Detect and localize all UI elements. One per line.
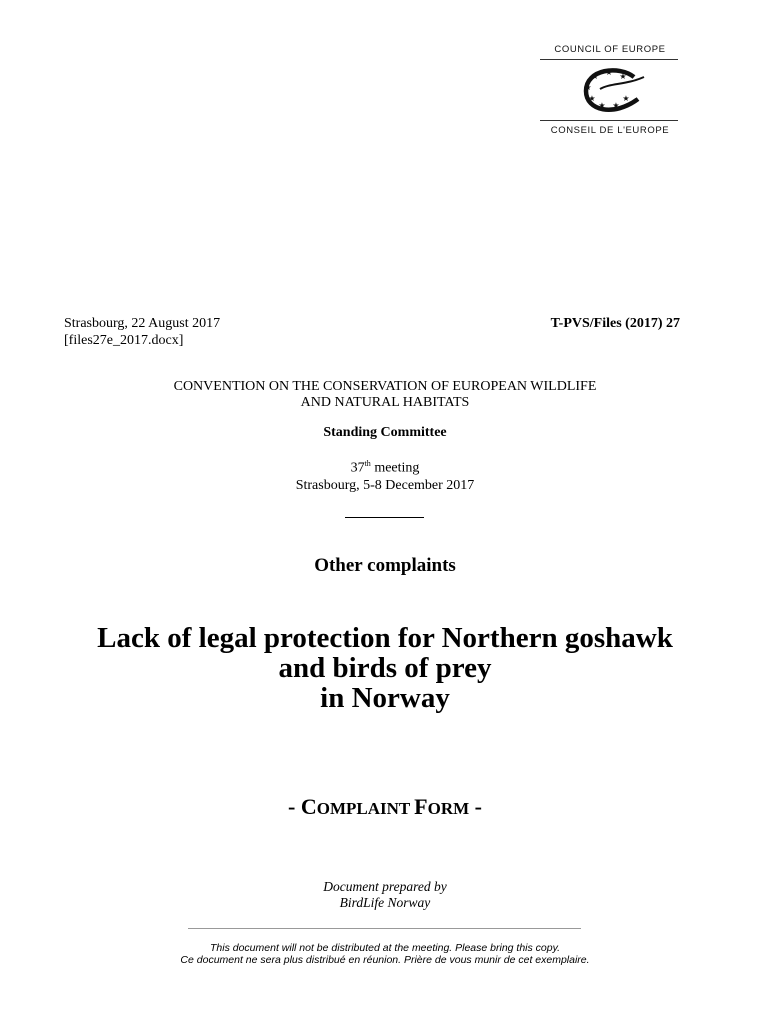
distribution-note-english: This document will not be distributed at the meeting. Please bring this copy. — [210, 942, 560, 954]
svg-text:★: ★ — [622, 94, 630, 103]
complaint-rest-2: ORM — [427, 799, 470, 818]
logo-emblem — [540, 59, 678, 121]
complaint-cap-f: F — [414, 794, 428, 819]
svg-text:★: ★ — [591, 72, 599, 81]
svg-text:★: ★ — [605, 68, 613, 77]
section-heading: Other complaints — [314, 555, 456, 576]
convention-line-2: AND NATURAL HABITATS — [300, 395, 470, 410]
short-divider — [345, 517, 424, 518]
meeting-place-dates: Strasbourg, 5-8 December 2017 — [295, 477, 475, 493]
svg-text:★: ★ — [619, 72, 627, 81]
prepared-line-1: Document prepared by — [323, 879, 447, 894]
document-reference: T-PVS/Files (2017) 27 — [550, 316, 680, 331]
title-line-2: and birds of prey — [278, 652, 492, 684]
meeting-info — [0, 455, 770, 494]
meeting-number-suffix: th — [364, 459, 371, 468]
complaint-dash-left: - — [288, 794, 301, 819]
prepared-line-2: BirdLife Norway — [339, 895, 431, 910]
convention-line-1: CONVENTION ON THE CONSERVATION OF EUROPEAN WILDLIFE — [173, 379, 597, 394]
stars-emblem-icon — [564, 63, 654, 117]
logo-bottom-text: CONSEIL DE L'EUROPE — [550, 125, 670, 136]
complaint-cap-c: C — [300, 794, 317, 819]
meeting-number-line — [0, 455, 770, 477]
filename: [files27e_2017.docx] — [64, 333, 184, 348]
svg-text:★: ★ — [598, 101, 606, 110]
distribution-note-french: Ce document ne sera plus distribué en réunion. Prière de vous munir de cet exemplaire. — [180, 954, 590, 966]
title-line-3: in Norway — [320, 682, 450, 714]
place-date: Strasbourg, 22 August 2017 — [64, 316, 221, 331]
header-left — [64, 315, 220, 349]
complaint-rest-1: OMPLAINT — [316, 799, 415, 818]
convention-title — [0, 379, 770, 411]
svg-text:★: ★ — [584, 83, 592, 92]
committee-heading: Standing Committee — [323, 425, 447, 440]
complaint-dash-right: - — [469, 794, 482, 819]
logo-top-text: COUNCIL OF EUROPE — [554, 44, 666, 55]
meeting-word: meeting — [370, 460, 420, 476]
svg-text:★: ★ — [612, 101, 620, 110]
document-title — [0, 623, 770, 713]
svg-text:★: ★ — [588, 94, 596, 103]
footer-divider — [188, 928, 581, 929]
distribution-note — [0, 942, 770, 966]
meeting-number: 37 — [350, 460, 365, 476]
title-line-1: Lack of legal protection for Northern goshawk — [97, 622, 673, 654]
complaint-form-heading — [0, 794, 770, 820]
council-of-europe-logo — [540, 44, 680, 136]
prepared-by — [0, 879, 770, 911]
